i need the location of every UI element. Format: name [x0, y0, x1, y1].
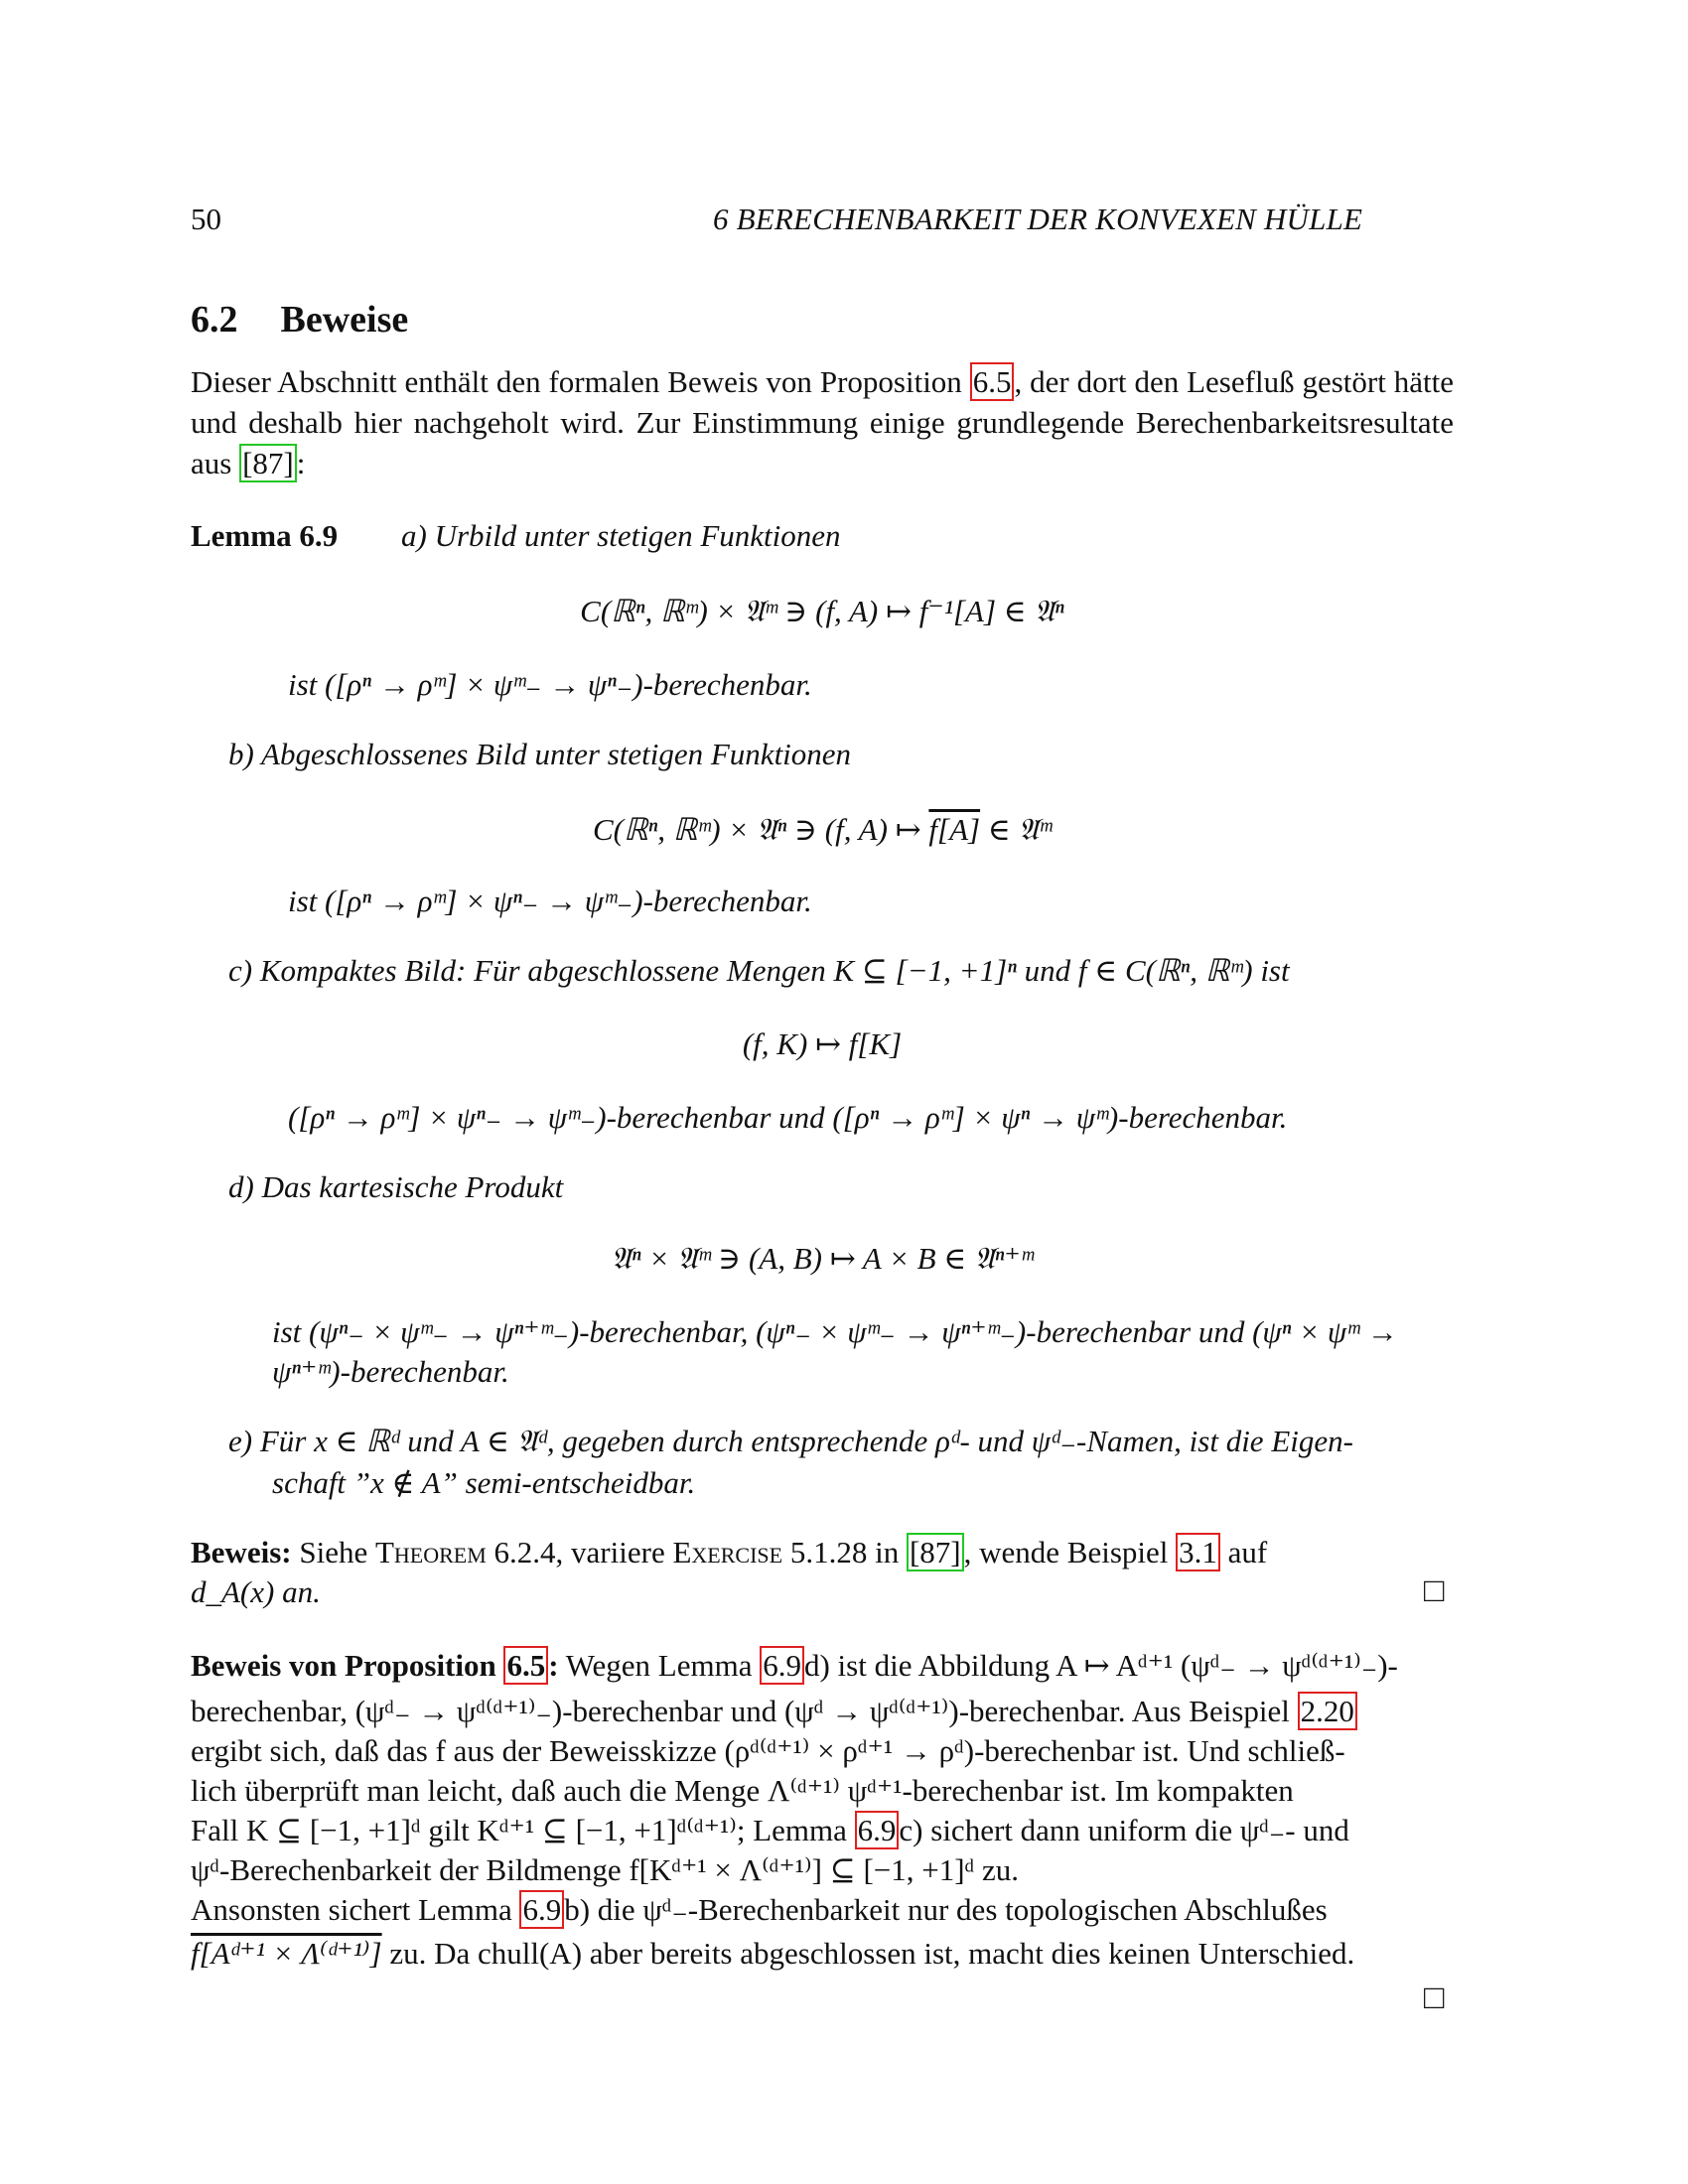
lemma-b-title: b) Abgeschlossenes Bild unter stetigen Funktionen: [228, 737, 852, 771]
proof-prop-text-5b: c) sichert dann uniform die ψᵈ₋- und: [899, 1813, 1349, 1847]
proof-prop-line-1: [191, 1648, 1398, 1684]
proof-prop-text-2a: berechenbar, (ψᵈ₋ → ψᵈ⁽ᵈ⁺¹⁾₋)-berechenbar und (ψᵈ → ψᵈ⁽ᵈ⁺¹⁾)-berechenbar. Aus Beispiel: [191, 1694, 1298, 1728]
link-lemma-6-9-c[interactable]: 6.9: [855, 1811, 900, 1849]
lemma-label: Lemma 6.9: [191, 518, 339, 553]
link-beispiel-2-20[interactable]: 2.20: [1298, 1692, 1357, 1730]
page-number: 50: [191, 202, 221, 236]
proof-lemma-line-2: d_A(x) an.: [191, 1574, 321, 1609]
citation-87[interactable]: [87]: [239, 444, 297, 482]
citation-87-proof[interactable]: [87]: [907, 1533, 964, 1571]
proof-prop-line-5: [191, 1813, 1349, 1848]
lemma-d-formula: 𝔄ⁿ × 𝔄ᵐ ∋ (A, B) ↦ A × B ∈ 𝔄ⁿ⁺ᵐ: [611, 1241, 1034, 1276]
lemma-d-ist-2: ψⁿ⁺ᵐ)-berechenbar.: [272, 1354, 509, 1389]
lemma-a-formula: C(ℝⁿ, ℝᵐ) × 𝔄ᵐ ∋ (f, A) ↦ f⁻¹[A] ∈ 𝔄ⁿ: [580, 594, 1064, 628]
lemma-b-formula-post: ∈ 𝔄ᵐ: [980, 812, 1053, 847]
lemma-d-title: d) Das kartesische Produkt: [228, 1169, 564, 1204]
lemma-a-title: a) Urbild unter stetigen Funktionen: [401, 518, 841, 553]
link-proposition-6-5[interactable]: 6.5: [970, 362, 1015, 401]
lemma-a-ist: ist ([ρⁿ → ρᵐ] × ψᵐ₋ → ψⁿ₋)-berechenbar.: [288, 667, 812, 702]
proof-prop-line-3: ergibt sich, daß das f aus der Beweisskizze (ρᵈ⁽ᵈ⁺¹⁾ × ρᵈ⁺¹ → ρᵈ)-berechenbar ist. Und schließ-: [191, 1733, 1345, 1768]
link-lemma-6-9-d[interactable]: 6.9: [760, 1646, 804, 1685]
proof-lemma-line-1: [191, 1535, 1267, 1570]
proof-prop-line-8: [191, 1936, 1354, 1972]
lemma-c-title: c) Kompaktes Bild: Für abgeschlossene Mengen K ⊆ [−1, +1]ⁿ und f ∈ C(ℝⁿ, ℝᵐ) ist: [228, 953, 1290, 988]
proof-prop-line-2: [191, 1694, 1357, 1729]
proof-text-3: 5.1.28 in: [782, 1535, 907, 1570]
lemma-e-line-2: schaft ”x ∉ A” semi-entscheidbar.: [272, 1465, 696, 1500]
qed-symbol-2: □: [1424, 1979, 1445, 2016]
link-lemma-6-9-b[interactable]: 6.9: [519, 1890, 564, 1929]
intro-text-2: , der dort den Lesefluß gestört hätte und deshalb hier nachgeholt wird. Zur Einstimmung einige grundlegende Berechenbarkeitsresultate aus: [191, 364, 1454, 480]
lemma-c-ist: ([ρⁿ → ρᵐ] × ψⁿ₋ → ψᵐ₋)-berechenbar und ([ρⁿ → ρᵐ] × ψⁿ → ψᵐ)-berechenbar.: [288, 1100, 1288, 1135]
qed-symbol-1: □: [1424, 1572, 1445, 1609]
proof-prop-text-7b: b) die ψᵈ₋-Berechenbarkeit nur des topologischen Abschlußes: [564, 1892, 1328, 1927]
proof-prop-line-6: ψᵈ-Berechenbarkeit der Bildmenge f[Kᵈ⁺¹ × Λ⁽ᵈ⁺¹⁾] ⊆ [−1, +1]ᵈ zu.: [191, 1852, 1019, 1887]
proof-prop-text-8: zu. Da chull(A) aber bereits abgeschlossen ist, macht dies keinen Unterschied.: [381, 1936, 1355, 1971]
intro-text-3: :: [296, 446, 306, 480]
intro-text: Dieser Abschnitt enthält den formalen Beweis von Proposition: [191, 364, 970, 399]
proof-prop-text-1b: d) ist die Abbildung A ↦ Aᵈ⁺¹ (ψᵈ₋ → ψᵈ⁽ᵈ⁺¹⁾₋)-: [803, 1648, 1398, 1683]
intro-paragraph: [191, 361, 1454, 483]
link-beispiel-3-1[interactable]: 3.1: [1176, 1533, 1220, 1571]
proof-text-5: auf: [1219, 1535, 1268, 1570]
lemma-b-formula-pre: C(ℝⁿ, ℝᵐ) × 𝔄ⁿ ∋ (f, A) ↦: [592, 812, 929, 847]
lemma-b-ist: ist ([ρⁿ → ρᵐ] × ψⁿ₋ → ψᵐ₋)-berechenbar.: [288, 884, 812, 918]
exercise-word: Exercise: [672, 1535, 783, 1570]
lemma-e-line-1: e) Für x ∈ ℝᵈ und A ∈ 𝔄ᵈ, gegeben durch entsprechende ρᵈ- und ψᵈ₋-Namen, ist die Eigen-: [228, 1424, 1353, 1458]
proof-prop-text-7a: Ansonsten sichert Lemma: [191, 1892, 520, 1927]
lemma-label-row: [191, 518, 338, 554]
closure-expression: f[Aᵈ⁺¹ × Λ⁽ᵈ⁺¹⁾]: [191, 1936, 382, 1971]
lemma-d-ist-1: ist (ψⁿ₋ × ψᵐ₋ → ψⁿ⁺ᵐ₋)-berechenbar, (ψⁿ₋ × ψᵐ₋ → ψⁿ⁺ᵐ₋)-berechenbar und (ψⁿ × ψᵐ →: [272, 1314, 1398, 1349]
proof-text-4: , wende Beispiel: [963, 1535, 1177, 1570]
proof-prop-line-7: [191, 1892, 1328, 1928]
proof-prop-line-4: lich überprüft man leicht, daß auch die Menge Λ⁽ᵈ⁺¹⁾ ψᵈ⁺¹-berechenbar ist. Im kompakten: [191, 1773, 1294, 1808]
lemma-c-formula: (f, K) ↦ f[K]: [742, 1026, 903, 1061]
section-title: Beweise: [280, 299, 409, 341]
proof-label: Beweis:: [191, 1535, 292, 1570]
lemma-b-formula: [191, 812, 1454, 849]
section-heading: [191, 298, 408, 341]
theorem-word: Theorem: [374, 1535, 487, 1570]
link-proposition-6-5-proof[interactable]: 6.5: [503, 1646, 548, 1685]
running-head-title: 6 BERECHENBARKEIT DER KONVEXEN HÜLLE: [713, 202, 1363, 236]
proof-text-1: Siehe: [291, 1535, 375, 1570]
section-number: 6.2: [191, 299, 238, 341]
proof-prop-label: Beweis von Proposition: [191, 1648, 504, 1683]
lemma-b-closure: f[A]: [928, 812, 981, 847]
proof-prop-label-end: :: [548, 1648, 559, 1683]
proof-text-2: 6.2.4, variiere: [486, 1535, 673, 1570]
proof-prop-text-1a: Wegen Lemma: [558, 1648, 761, 1683]
proof-prop-text-5a: Fall K ⊆ [−1, +1]ᵈ gilt Kᵈ⁺¹ ⊆ [−1, +1]ᵈ⁽ᵈ⁺¹⁾; Lemma: [191, 1813, 855, 1847]
